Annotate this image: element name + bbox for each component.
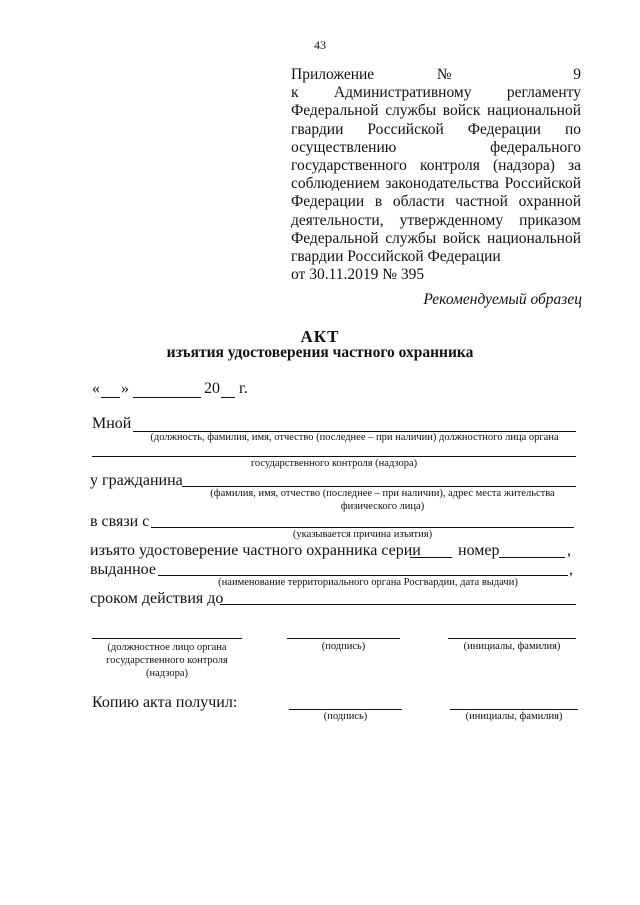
appendix-line: гвардии Российской Федерации по [291, 120, 581, 138]
citizen-caption: (фамилия, имя, отчество (последнее – при наличии), адрес места жительства физического лица) [210, 488, 555, 512]
appendix-line: Федерации в области частной охранной [291, 193, 581, 211]
copy-initials-line[interactable] [450, 709, 578, 710]
copy-signature-line[interactable] [289, 709, 402, 710]
appendix-line: Приложение № 9 [291, 66, 581, 83]
date-year-suffix: г. [239, 380, 248, 397]
appendix-line: соблюдением законодательства Российской [291, 175, 581, 193]
seized-text: изъято удостоверение частного охранника серии [90, 542, 421, 559]
appendix-line: гвардии Российской Федерации [291, 248, 501, 266]
official-signature-line[interactable] [92, 638, 242, 639]
appendix-line: к Административному регламенту [291, 84, 581, 102]
by-me-label: Мной [92, 415, 132, 432]
validity-field[interactable] [220, 604, 576, 605]
citizen-label: у гражданина [90, 472, 183, 489]
sample-label: Рекомендуемый образец [423, 291, 582, 308]
by-me-caption-2: государственного контроля (надзора) [250, 458, 418, 469]
by-me-field-line2[interactable] [92, 456, 576, 457]
date-day-blank[interactable] [101, 397, 120, 398]
appendix-line: осуществлению федерального [291, 138, 581, 156]
validity-label: сроком действия до [90, 590, 224, 607]
appendix-line: государственного контроля (надзора) за [291, 157, 581, 175]
comma: , [567, 542, 571, 559]
date-open-quote: « [92, 380, 100, 397]
appendix-line: Федеральной службы войск национальной [291, 229, 581, 247]
comma: , [569, 561, 573, 578]
initials-caption: (инициалы, фамилия) [463, 641, 561, 652]
document-subtitle: изъятия удостоверения частного охранника [166, 344, 474, 361]
appendix-header [291, 66, 581, 284]
issued-field[interactable] [158, 575, 568, 576]
number-label: номер [458, 542, 500, 559]
page-number: 43 [314, 38, 326, 52]
copy-signature-caption: (подпись) [323, 711, 368, 722]
reason-label: в связи с [90, 513, 150, 530]
date-month-blank[interactable] [133, 397, 201, 398]
issued-label: выданное [90, 561, 156, 578]
appendix-line: от 30.11.2019 № 395 [291, 266, 425, 284]
signature-caption: (подпись) [321, 641, 366, 652]
copy-label: Копию акта получил: [92, 694, 238, 711]
signature-line[interactable] [287, 638, 400, 639]
appendix-line: деятельности, утвержденному приказом [291, 211, 581, 229]
date-close-quote: » [121, 380, 129, 397]
series-field[interactable] [410, 557, 452, 558]
number-field[interactable] [499, 557, 565, 558]
official-caption: (должностное лицо органа государственного контроля (надзора) [106, 642, 228, 679]
copy-initials-caption: (инициалы, фамилия) [465, 711, 563, 722]
appendix-line: Федеральной службы войск национальной [291, 102, 581, 120]
date-year-prefix: 20 [204, 380, 220, 397]
document-title: АКТ [300, 327, 340, 346]
initials-line[interactable] [448, 638, 576, 639]
issued-caption: (наименование территориального органа Росгвардии, дата выдачи) [218, 577, 518, 588]
by-me-caption: (должность, фамилия, имя, отчество (последнее – при наличии) должностного лица органа [150, 432, 559, 443]
reason-caption: (указывается причина изъятия) [292, 529, 433, 540]
reason-field[interactable] [151, 527, 574, 528]
date-year-blank[interactable] [221, 397, 235, 398]
